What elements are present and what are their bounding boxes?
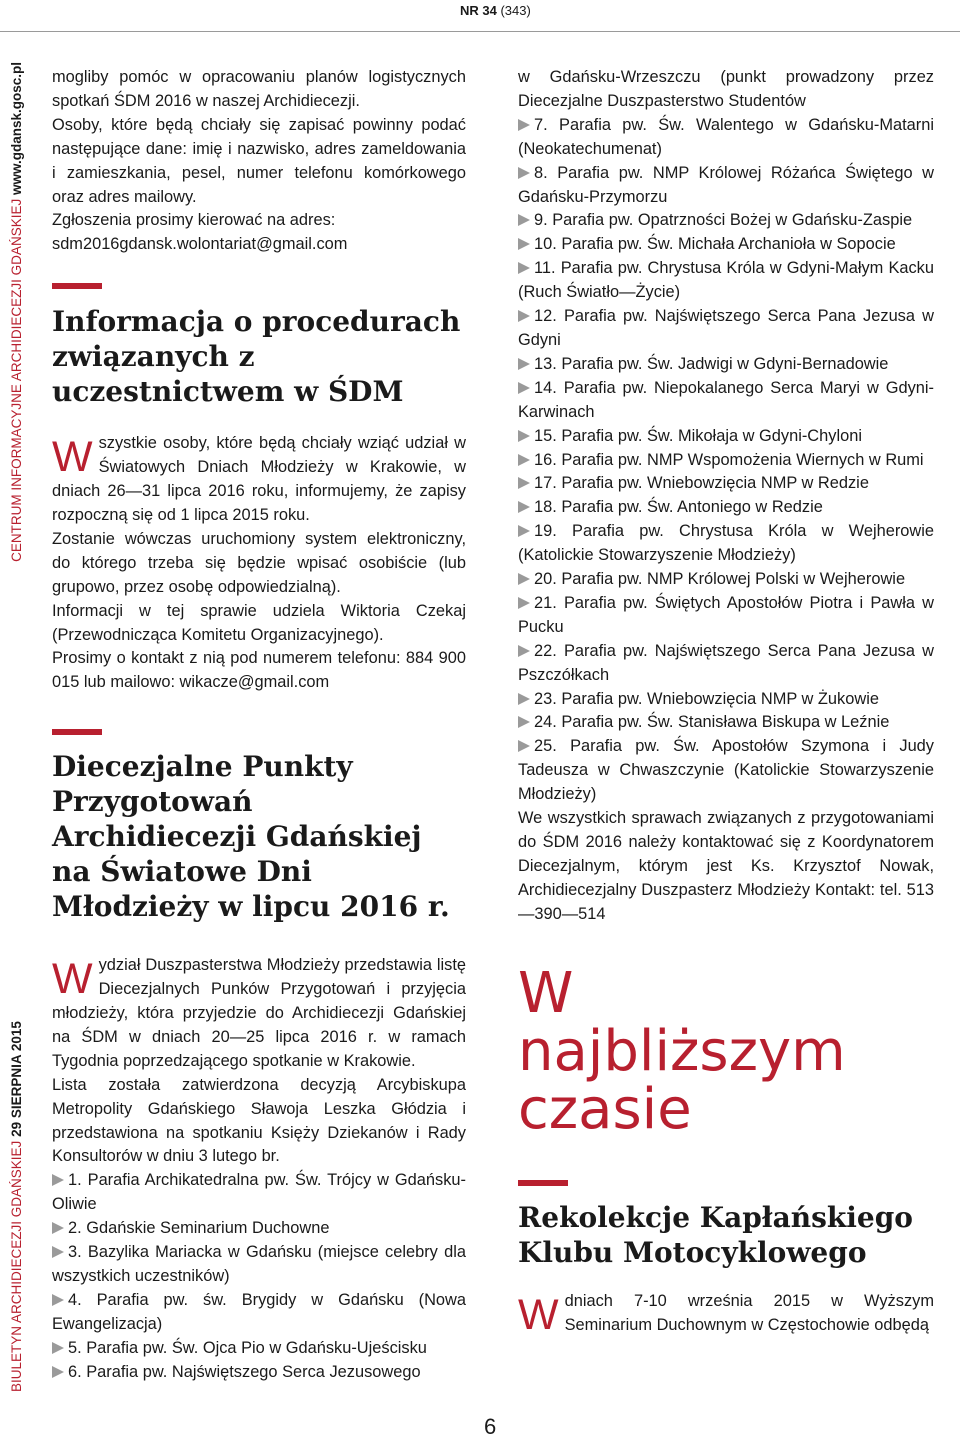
sidebar-url[interactable]: www.gdansk.gosc.pl xyxy=(9,62,24,196)
list-item: 4. Parafia pw. św. Brygidy w Gdańsku (Nowa Ewangelizacja) xyxy=(52,1290,466,1333)
intro-paragraph-1: mogliby pomóc w opracowaniu planów logistycznych spotkań ŚDM 2016 w naszej Archidiecezji. xyxy=(52,68,466,110)
list-item: 7. Parafia pw. Św. Walentego w Gdańsku-Matarni (Neokatechumenat) xyxy=(518,115,934,158)
list-item: 8. Parafia pw. NMP Królowej Różańca Świętego w Gdańsku-Przymorzu xyxy=(518,163,934,206)
section-title-procedures: Informacja o procedurach związanych z uczestnictwem w ŚDM xyxy=(52,305,461,409)
procedures-paragraph-3: Informacji w tej sprawie udziela Wiktoria Czekaj (Przewodnicząca Komitetu Organizacyjnego). xyxy=(52,601,466,644)
drop-cap: W xyxy=(518,1290,559,1339)
triangle-bullet-icon xyxy=(52,1294,64,1306)
triangle-bullet-icon xyxy=(518,740,530,752)
triangle-bullet-icon xyxy=(518,693,530,705)
top-divider xyxy=(0,31,960,32)
triangle-bullet-icon xyxy=(518,501,530,513)
section-marker xyxy=(52,729,102,735)
triangle-bullet-icon xyxy=(52,1222,64,1234)
triangle-bullet-icon xyxy=(52,1246,64,1258)
drop-cap: W xyxy=(52,955,93,1004)
list-item: 2. Gdańskie Seminarium Duchowne xyxy=(52,1217,466,1241)
intro-paragraph-3: Zgłoszenia prosimy kierować na adres: sdm2016gdansk.wolontariat@gmail.com xyxy=(52,211,348,254)
upcoming-heading: W najbliższym czasie xyxy=(518,960,846,1142)
section-marker xyxy=(518,1180,568,1186)
triangle-bullet-icon xyxy=(518,477,530,489)
triangle-bullet-icon xyxy=(518,430,530,442)
drop-cap: W xyxy=(52,433,93,482)
parish-list-left xyxy=(52,1169,466,1384)
list-item: 16. Parafia pw. NMP Wspomożenia Wiernych w Rumi xyxy=(518,449,934,473)
list-item: 18. Parafia pw. Św. Antoniego w Redzie xyxy=(518,496,934,520)
issue-number: NR 34 (343) xyxy=(460,3,531,18)
section-marker xyxy=(52,283,102,289)
contact-paragraph: We wszystkich sprawach związanych z przygotowaniami do ŚDM 2016 należy kontaktować się z Koordynatorem Diecezjalnym, którym jest Ks. Krzysztof Nowak, Archidiecezjalny Duszpasterz Młodzieży Kontakt: tel. 513—390—514 xyxy=(518,809,934,923)
parish-list-right xyxy=(518,114,934,807)
triangle-bullet-icon xyxy=(518,716,530,728)
page-number: 6 xyxy=(484,1414,497,1439)
list-item: 12. Parafia pw. Najświętszego Serca Pana Jezusa w Gdyni xyxy=(518,307,934,349)
list-item: 5. Parafia pw. Św. Ojca Pio w Gdańsku-Ujeścisku xyxy=(52,1337,466,1361)
triangle-bullet-icon xyxy=(518,214,530,226)
list-item: 21. Parafia pw. Świętych Apostołów Piotra i Pawła w Pucku xyxy=(518,593,934,636)
triangle-bullet-icon xyxy=(518,597,530,609)
sidebar xyxy=(4,62,30,1392)
triangle-bullet-icon xyxy=(518,645,530,657)
triangle-bullet-icon xyxy=(518,262,530,274)
triangle-bullet-icon xyxy=(518,238,530,250)
retreat-paragraph-1: dniach 7-10 września 2015 w Wyższym Seminarium Duchownym w Częstochowie odbędą xyxy=(564,1291,934,1334)
procedures-paragraph-1: szystkie osoby, które będą chciały wziąć udział w Światowych Dniach Młodzieży w Krakowie, w dniach 26—31 lipca 2016 roku, informujemy, że zapisy rozpoczną się od 1 lipca 2015 roku. xyxy=(52,434,466,524)
list-item: 23. Parafia pw. Wniebowzięcia NMP w Żukowie xyxy=(518,688,934,712)
list-item: 20. Parafia pw. NMP Królowej Polski w Wejherowie xyxy=(518,568,934,592)
section-points-body xyxy=(52,954,466,1384)
list-item: 11. Parafia pw. Chrystusa Króla w Gdyni-Małym Kacku (Ruch Światło—Życie) xyxy=(518,259,934,302)
section-title-retreat: Rekolekcje Kapłańskiego Klubu Motocyklowego xyxy=(518,1200,913,1269)
points-paragraph-1: ydział Duszpasterstwa Młodzieży przedstawia listę Diecezjalnych Punków Przygotowań i przyjęcia młodzieży, która przyjedzie do Archidiecezji Gdańskiej na ŚDM w dniach 20—25 lipca 2016 r. w ramach Tygodnia poprzedzającego spotkanie w Krakowie. xyxy=(52,956,466,1070)
procedures-paragraph-4: Prosimy o kontakt z nią pod numerem telefonu: 884 900 015 lub mailowo: wikacze@gmail.com xyxy=(52,649,466,692)
triangle-bullet-icon xyxy=(518,310,530,322)
list-item: 14. Parafia pw. Niepokalanego Serca Maryi w Gdyni-Karwinach xyxy=(518,378,934,421)
list-continuation: w Gdańsku-Wrzeszczu (punkt prowadzony przez Diecezjalne Duszpasterstwo Studentów xyxy=(518,68,934,110)
points-paragraph-2: Lista została zatwierdzona decyzją Arcybiskupa Metropolity Gdańskiego Sławoja Leszka Głódzia i przedstawiona na spotkaniu Księży Dziekanów i Rady Konsultorów w dniu 3 lutego br. xyxy=(52,1075,466,1166)
procedures-paragraph-2: Zostanie wówczas uruchomiony system elektroniczny, do którego trzeba się będzie wpisać osobiście (lub grupowo, przez osobę odpowiedzialną). xyxy=(52,529,466,596)
list-item: 10. Parafia pw. Św. Michała Archanioła w Sopocie xyxy=(518,233,934,257)
sidebar-title: BIULETYN ARCHIDIECEZJI GDAŃSKIEJ 29 SIERPNIA 2015 xyxy=(9,1021,24,1392)
triangle-bullet-icon xyxy=(518,382,530,394)
triangle-bullet-icon xyxy=(52,1366,64,1378)
triangle-bullet-icon xyxy=(518,573,530,585)
triangle-bullet-icon xyxy=(518,167,530,179)
list-item: 24. Parafia pw. Św. Stanisława Biskupa w Leźnie xyxy=(518,711,934,735)
left-column xyxy=(52,66,466,1385)
section-title-points: Diecezjalne Punkty Przygotowań Archidiecezji Gdańskiej na Światowe Dni Młodzieży w lipcu 2016 r. xyxy=(52,750,450,924)
list-item: 19. Parafia pw. Chrystusa Króla w Wejherowie (Katolickie Stowarzyszenie Młodzieży) xyxy=(518,522,934,565)
sidebar-publisher: CENTRUM INFORMACYJNE ARCHIDIECEZJI GDAŃSKIEJ www.gdansk.gosc.pl xyxy=(9,62,24,562)
list-item: 15. Parafia pw. Św. Mikołaja w Gdyni-Chyloni xyxy=(518,425,934,449)
triangle-bullet-icon xyxy=(52,1174,64,1186)
intro-paragraph-2: Osoby, które będą chciały się zapisać powinny podać następujące dane: imię i nazwisko, adres zameldowania i zamieszkania, pesel, numer telefonu komórkowego oraz adres mailowy. xyxy=(52,115,466,206)
list-item: 6. Parafia pw. Najświętszego Serca Jezusowego xyxy=(52,1361,466,1385)
list-item: 3. Bazylika Mariacka w Gdańsku (miejsce celebry dla wszystkich uczestników) xyxy=(52,1243,466,1285)
list-item: 17. Parafia pw. Wniebowzięcia NMP w Redzie xyxy=(518,472,934,496)
triangle-bullet-icon xyxy=(518,454,530,466)
triangle-bullet-icon xyxy=(518,119,530,131)
triangle-bullet-icon xyxy=(518,525,530,537)
list-item: 9. Parafia pw. Opatrzności Bożej w Gdańsku-Zaspie xyxy=(518,209,934,233)
right-column xyxy=(518,66,934,1337)
list-item: 25. Parafia pw. Św. Apostołów Szymona i Judy Tadeusza w Chwaszczynie (Katolickie Stowarzyszenie Młodzieży) xyxy=(518,737,934,804)
triangle-bullet-icon xyxy=(518,358,530,370)
list-item: 22. Parafia pw. Najświętszego Serca Pana Jezusa w Pszczółkach xyxy=(518,641,934,684)
list-item: 1. Parafia Archikatedralna pw. Św. Trójcy w Gdańsku-Oliwie xyxy=(52,1171,466,1214)
list-item: 13. Parafia pw. Św. Jadwigi w Gdyni-Bernadowie xyxy=(518,353,934,377)
section-procedures-body xyxy=(52,432,466,695)
section-retreat-body xyxy=(518,1290,934,1338)
triangle-bullet-icon xyxy=(52,1342,64,1354)
